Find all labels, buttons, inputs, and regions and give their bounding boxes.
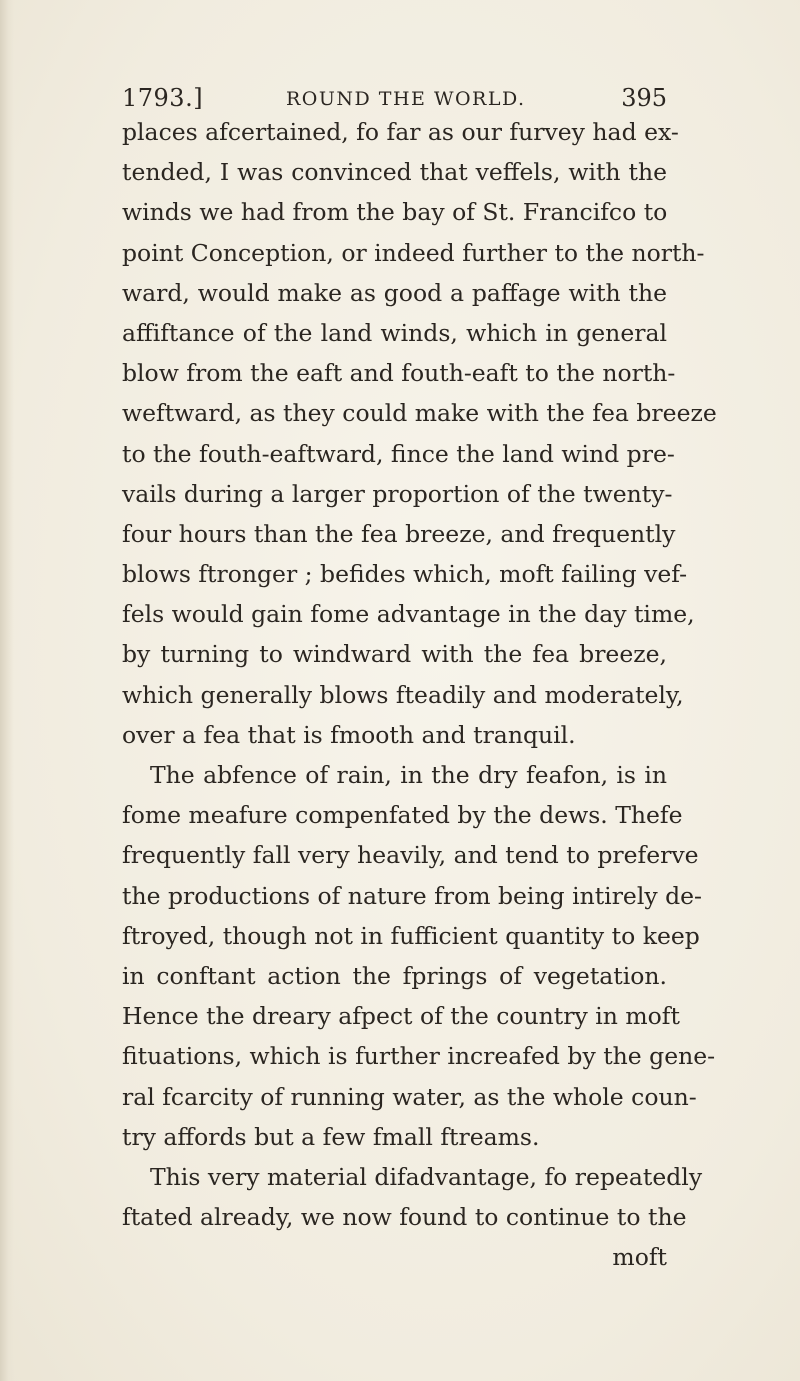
header-year: 1793.] [122,84,204,112]
page-number: 395 [621,84,667,112]
text-line: ral fcarcity of running water, as the whole coun- [122,1082,697,1111]
text-line: weftward, as they could make with the fea breeze [122,399,717,428]
paragraph-first-line: The abfence of rain, in the dry feafon, is in [150,761,667,789]
text-line: four hours than the fea breeze, and frequently [122,519,676,548]
text-line: over a fea that is fmooth and tranquil. [122,720,576,749]
text-line: affiftance of the land winds, which in general [122,318,667,347]
text-line: to the fouth-eaftward, fince the land wind pre- [122,439,675,468]
page-gutter-shadow [0,0,14,1381]
text-line: blow from the eaft and fouth-eaft to the north- [122,359,676,388]
catchword: moft [612,1243,667,1272]
text-line: by turning to windward with the fea breeze, [122,640,667,669]
text-line: vails during a larger proportion of the twenty- [122,479,673,508]
text-line: fituations, which is further increafed by the gene- [122,1042,716,1071]
text-line: frequently fall very heavily, and tend to preferve [122,841,699,870]
text-line: Hence the dreary afpect of the country in moft [122,1002,680,1031]
text-line: blows ftronger ; befides which, moft failing vef- [122,560,688,589]
text-line: which generally blows fteadily and moderately, [122,680,684,709]
paragraph-first-line: This very material difadvantage, fo repeatedly [150,1162,703,1191]
text-line: fome meafure compenfated by the dews. Thefe [122,801,683,830]
text-line: fels would gain fome advantage in the day time, [122,600,695,629]
header-title: ROUND THE WORLD. [286,88,526,110]
text-line: winds we had from the bay of St. Francifco to [122,198,668,227]
text-line: ftroyed, though not in fufficient quantity to keep [122,921,700,950]
text-line: point Conception, or indeed further to the north- [122,238,705,267]
text-line: in conftant action the fprings of vegetation. [122,961,667,990]
text-line: tended, I was convinced that veffels, with the [122,158,667,187]
text-line: ftated already, we now found to continue to the [122,1203,687,1232]
body-text [122,112,717,1277]
text-line: places afcertained, fo far as our furvey had ex- [122,118,679,146]
text-line: try affords but a few fmall ftreams. [122,1122,540,1151]
text-line: ward, would make as good a paffage with the [122,278,667,307]
text-line: the productions of nature from being intirely de- [122,881,702,910]
